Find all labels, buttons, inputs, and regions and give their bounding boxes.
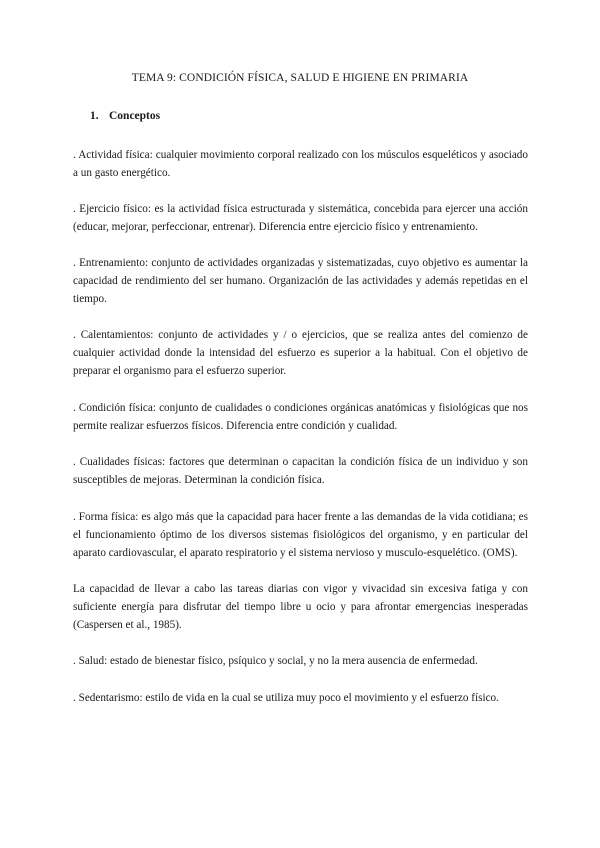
section-heading: [90, 110, 160, 122]
section-number: 1.: [90, 110, 99, 122]
paragraph-capacidad: La capacidad de llevar a cabo las tareas diarias con vigor y vivacidad sin excesiva fatiga y con suficiente energía para disfrutar del tiempo libre u ocio y para afrontar emergencias inesperadas (Caspersen et al., 1985).: [73, 583, 528, 631]
paragraph-entrenamiento: . Entrenamiento: conjunto de actividades organizadas y sistematizadas, cuyo objetivo es aumentar la capacidad de rendimiento del ser humano. Organización de las actividades y además repetidas en el tiempo.: [73, 257, 528, 305]
document-title: TEMA 9: CONDICIÓN FÍSICA, SALUD E HIGIENE EN PRIMARIA: [131, 72, 469, 84]
paragraph-calentamientos: . Calentamientos: conjunto de actividades y / o ejercicios, que se realiza antes del comienzo de cualquier actividad donde la intensidad del esfuerzo es superior a la habitual. Con el objetivo de preparar el organismo para el esfuerzo superior.: [73, 329, 528, 377]
paragraph-ejercicio-fisico: . Ejercicio físico: es la actividad física estructurada y sistemática, concebida para ejercer una acción (educar, mejorar, perfeccionar, entrenar). Diferencia entre ejercicio físico y entrenamiento.: [73, 203, 528, 233]
section-title: Conceptos: [109, 110, 161, 122]
paragraph-condicion-fisica: . Condición física: conjunto de cualidades o condiciones orgánicas anatómicas y fisiológicas que nos permite realizar esfuerzos físicos. Diferencia entre condición y cualidad.: [73, 402, 528, 432]
paragraph-forma-fisica: . Forma física: es algo más que la capacidad para hacer frente a las demandas de la vida cotidiana; es el funcionamiento óptimo de los diversos sistemas fisiológicos del organismo, y en particular del aparato cardiovascular, el aparato respiratorio y el sistema nervioso y musculo-esquelético. (OMS).: [73, 511, 528, 559]
paragraph-salud: . Salud: estado de bienestar físico, psíquico y social, y no la mera ausencia de enfermedad.: [73, 655, 478, 667]
paragraph-sedentarismo: . Sedentarismo: estilo de vida en la cual se utiliza muy poco el movimiento y el esfuerzo físico.: [73, 692, 499, 704]
paragraph-actividad-fisica: . Actividad física: cualquier movimiento corporal realizado con los músculos esqueléticos y asociado a un gasto energético.: [73, 149, 528, 179]
paragraph-cualidades-fisicas: . Cualidades físicas: factores que determinan o capacitan la condición física de un individuo y son susceptibles de mejoras. Determinan la condición física.: [73, 456, 528, 486]
